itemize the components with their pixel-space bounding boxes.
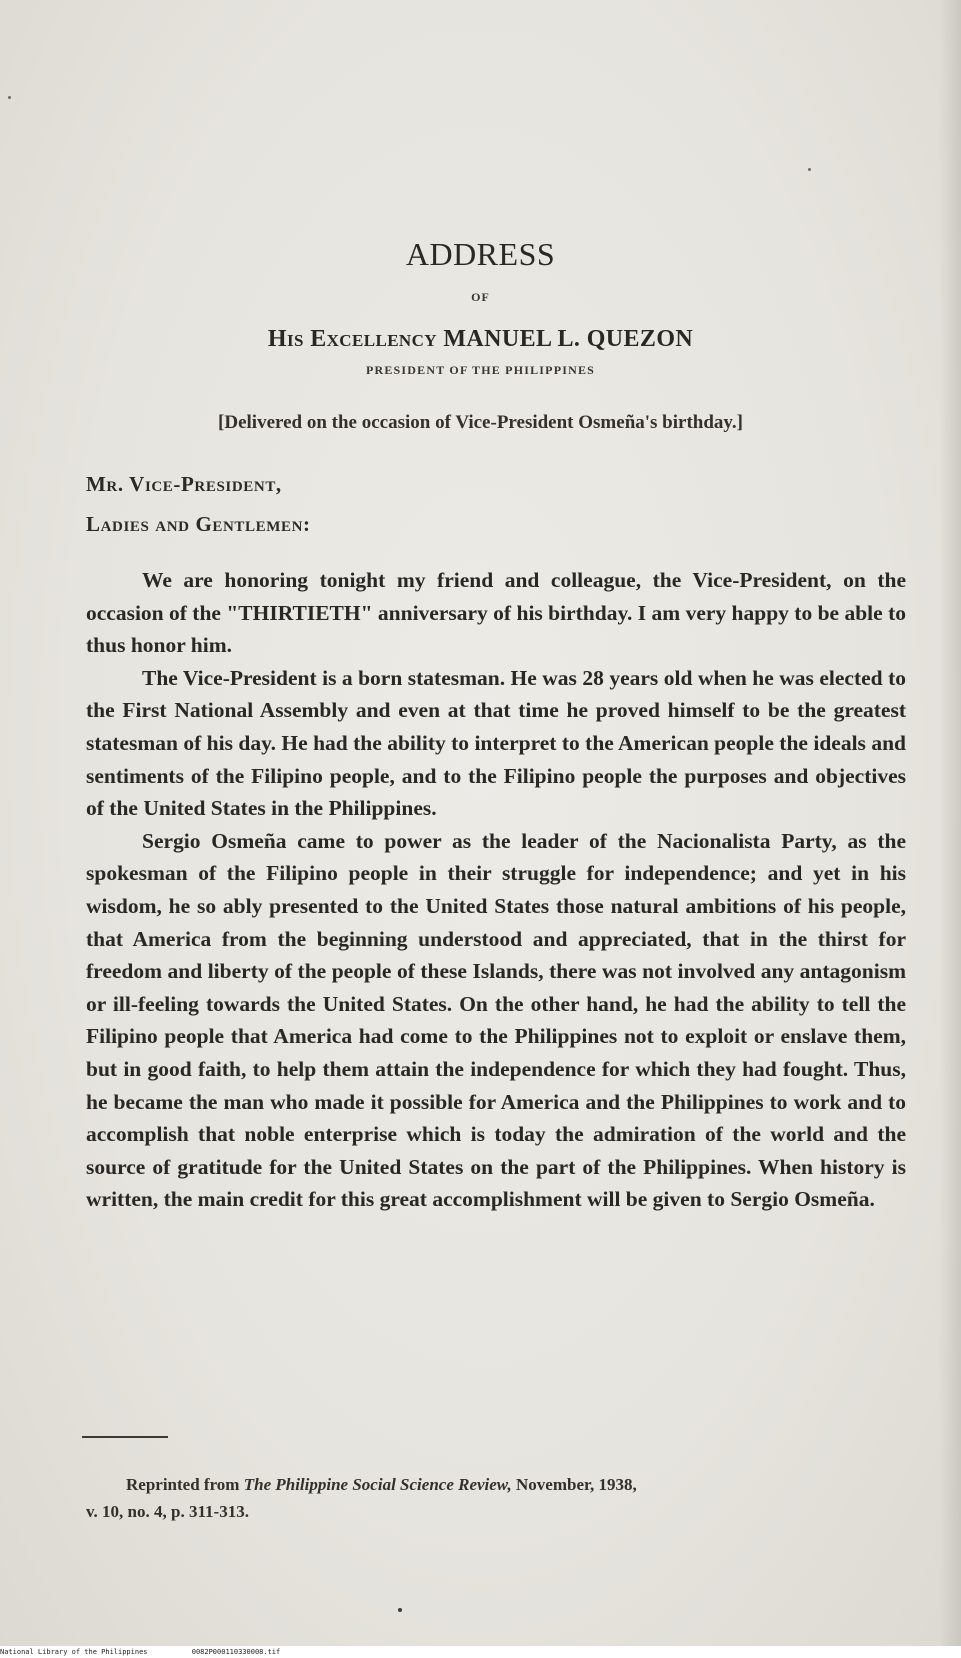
paragraph: Sergio Osmeña came to power as the leader of the Nacionalista Party, as the spokesman of the Filipino people in their struggle for independence; and yet in his wisdom, he so ably presented to the United States those natural ambitions of his people, that America from the beginning understood and appreciated, that in the thirst for freedom and liberty of the people of these Islands, there was not involved any antagonism or ill-feeling towards the United States. On the other hand, he had the ability to tell the Filipino people that America had come to the Philippines not to exploit or enslave them, but in good faith, to help them attain the independence for which they had fought. Thus, he became the man who made it possible for America and the Philippines to work and to accomplish that noble enterprise which is today the admiration of the world and the source of gratitude for the United States on the part of the Philippines. When history is written, the main credit for this great accomplishment will be given to Sergio Osmeña. xyxy=(86,828,906,1212)
footnote-citation: v. 10, no. 4, p. 311-313. xyxy=(86,1502,249,1521)
speaker-name: His Excellency MANUEL L. QUEZON xyxy=(267,326,694,352)
footnote-prefix: Reprinted from xyxy=(126,1475,240,1494)
dust-speck xyxy=(398,1608,402,1612)
scan-caption xyxy=(0,1646,961,1658)
salutation-line: Ladies and Gentlemen: xyxy=(86,512,311,536)
scan-library: National Library of the Philippines xyxy=(0,1648,148,1656)
occasion-note: [Delivered on the occasion of Vice-President Osmeña's birthday.] xyxy=(218,412,743,433)
dust-speck xyxy=(8,96,11,99)
footnote-date: November, 1938, xyxy=(516,1475,637,1494)
document-title: ADDRESS xyxy=(405,236,556,272)
salutation-line: Mr. Vice-President, xyxy=(86,472,282,496)
scan-file: 0082P000110330008.tif xyxy=(191,1648,281,1656)
dust-speck xyxy=(808,168,811,171)
footnote-source: The Philippine Social Science Review, xyxy=(243,1475,512,1494)
footnote-line xyxy=(86,1471,906,1498)
footnote xyxy=(86,1471,906,1525)
paragraph: The Vice-President is a born statesman. He was 28 years old when he was elected to the First National Assembly and even at that time he proved himself to be the greatest statesman of his day. He had the ability to interpret to the American people the ideals and sentiments of the Filipino people, and to the Filipino people the purposes and objectives of the United States in the Philippines. xyxy=(86,665,906,821)
speaker-position: PRESIDENT OF THE PHILIPPINES xyxy=(365,363,596,377)
title-connector: OF xyxy=(471,290,490,304)
address-body xyxy=(86,564,906,1216)
footnote-rule xyxy=(82,1436,168,1438)
paragraph: We are honoring tonight my friend and colleague, the Vice-President, on the occasion of the "THIRTIETH" anniversary of his birthday. I am very happy to be able to thus honor him. xyxy=(86,568,906,658)
